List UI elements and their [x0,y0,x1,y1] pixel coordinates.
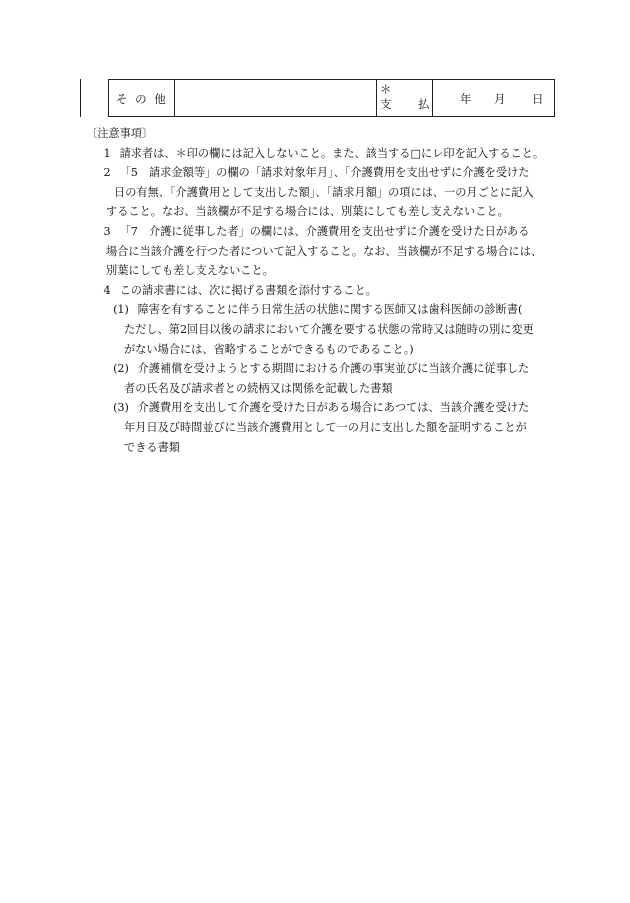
note-number: 1 [103,146,111,160]
note-text: 日の有無、「介護費用として支出した額」、「請求月額」の項には、一の月ごとに記入 [114,185,534,199]
date-day-label: 日 [532,92,544,106]
subitem-text: 年月日及び時間並びに当該介護費用として一の月に支出した額を証明することが [124,420,527,434]
subitem-text: ただし、第2回目以後の請求において介護を要する状態の常時又は随時の別に変更 [124,322,534,336]
note-number: 4 [103,283,111,297]
subitem-text: 介護費用を支出して介護を受けた日がある場合にあつては、当該介護を受けた [137,401,530,415]
note-item-2 [86,163,566,222]
table-border-bottom [108,116,555,117]
subitem-text: がない場合には、省略することができるものであること。) [124,342,414,356]
note-item-4 [86,281,566,301]
subitem-text: できる書類 [124,440,180,454]
note-number: 2 [103,166,111,180]
notes-heading: 〔注意事項〕 [86,127,154,140]
claim-form-table-row [80,79,555,117]
subitem-text: 障害を有することに伴う日常生活の状態に関する医師又は歯科医師の診断書( [137,303,523,317]
asterisk-mark: ＊ [380,82,392,96]
note-subitem-2 [86,359,566,398]
note-subitem-3 [86,398,566,457]
subitem-number: (2) [113,362,129,376]
table-border-left [80,79,81,117]
table-border-value [376,79,377,117]
note-text: 「5 請求金額等」の欄の「請求対象年月」、「介護費用を支出せずに介護を受けた [119,166,530,180]
note-number: 3 [103,224,111,238]
subitem-number: (1) [113,303,129,317]
note-text: 請求者は、＊印の欄には記入しないこと。また、該当する□にレ印を記入すること。 [119,146,545,160]
table-border-inner [108,79,109,117]
subitem-number: (3) [113,401,129,415]
subitem-text: 者の氏名及び請求者との続柄又は関係を記載した書類 [124,381,393,395]
date-month-label: 月 [494,92,506,106]
table-border-payment [432,79,433,117]
note-text: この請求書には、次に掲げる書類を添付すること。 [119,283,377,297]
note-subitem-1 [86,300,566,359]
note-text: 別葉にしても差し支えないこと。 [106,264,274,278]
payment-label-part1: 支 [380,97,392,111]
other-label: そ の 他 [116,92,168,106]
table-border-top [108,79,555,80]
table-border-label [174,79,175,117]
subitem-text: 介護補償を受けようとする期間における介護の事実並びに当該介護に従事した [137,362,530,376]
table-border-right [554,79,555,117]
note-text: 「7 介護に従事した者」の欄には、介護費用を支出せずに介護を受けた日がある [119,224,530,238]
note-text: すること。なお、当該欄が不足する場合には、別葉にしても差し支えないこと。 [106,205,509,219]
note-text: 場合に当該介護を行つた者について記入すること。なお、当該欄が不足する場合には、 [106,244,543,258]
note-item-3 [86,222,566,281]
notes-section [86,124,566,457]
date-year-label: 年 [460,92,472,106]
note-item-1 [86,144,566,164]
payment-label-part2: 払 [418,97,430,111]
